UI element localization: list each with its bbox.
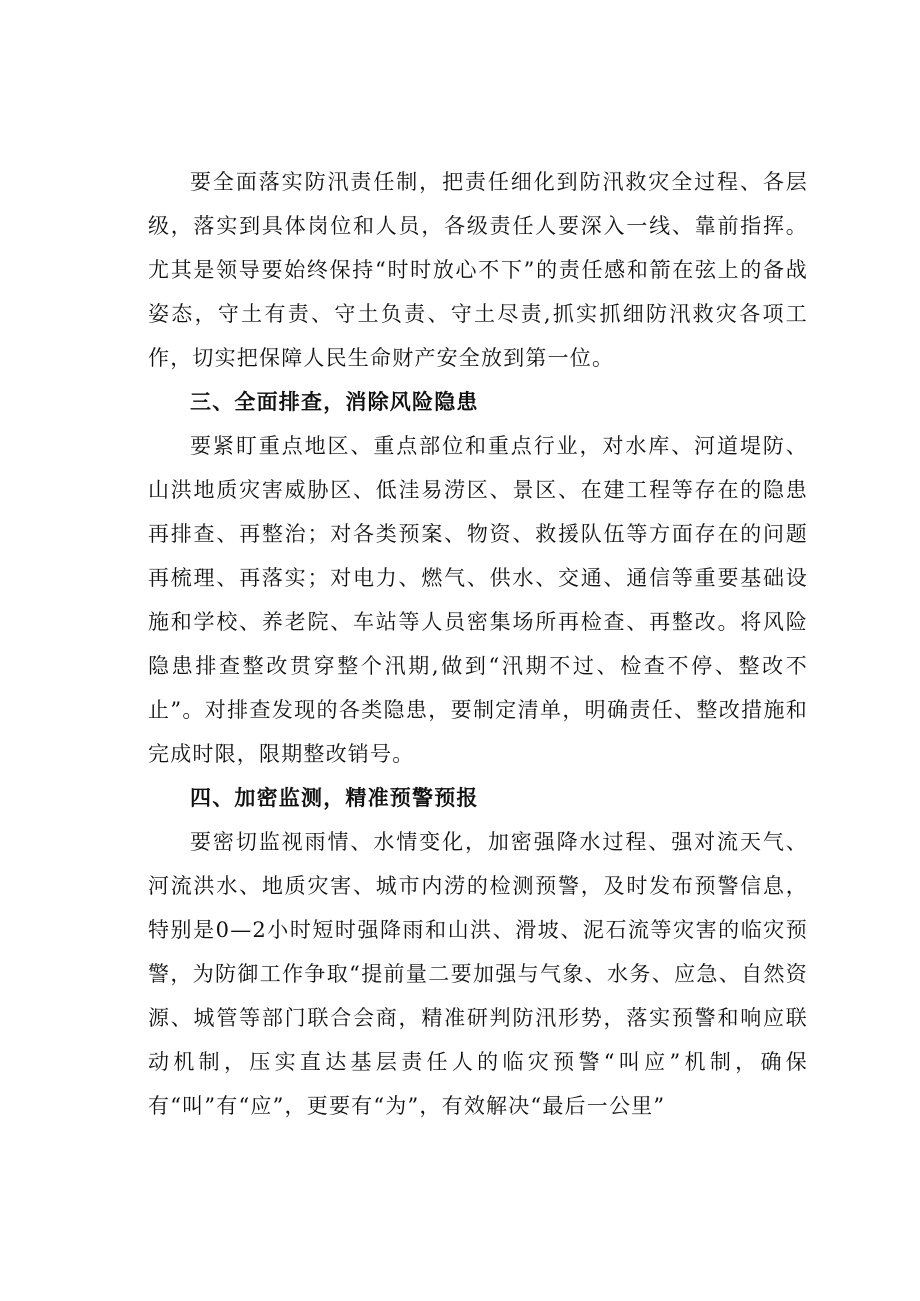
section-heading-4: 四、加密监测，精准预警预报 (190, 786, 479, 810)
paragraph-inspection: 要紧盯重点地区、重点部位和重点行业，对水库、河道堤防、山洪地质灾害威胁区、低洼易涝区、景区、在建工程等存在的隐患再排查、再整治；对各类预案、物资、救援队伍等方面存在的问题再梳理、再落实；对电力、燃气、供水、交通、通信等重要基础设施和学校、养老院、车站等人员密集场所再检查、再整改。将风险隐患排查整改贯穿整个汛期,做到“汛期不过、检查不停、整改不止”。对排查发现的各类隐患，要制定清单，明确责任、整改措施和完成时限，限期整改销号。 (148, 434, 808, 766)
section-heading-3: 三、全面排查，消除风险隐患 (190, 390, 479, 414)
document-body (148, 160, 808, 1128)
paragraph-monitoring: 要密切监视雨情、水情变化，加密强降水过程、强对流天气、河流洪水、地质灾害、城市内涝的检测预警，及时发布预警信息，特别是0—2小时短时强降雨和山洪、滑坡、泥石流等灾害的临灾预警，为防御工作争取“提前量二要加强与气象、水务、应急、自然资源、城管等部门联合会商，精准研判防汛形势，落实预警和响应联动机制，压实直达基层责任人的临灾预警“叫应”机制，确保有“叫”有“应”，更要有“为”，有效解决“最后一公里” (148, 830, 808, 1118)
paragraph-responsibility: 要全面落实防汛责任制，把责任细化到防汛救灾全过程、各层级，落实到具体岗位和人员，各级责任人要深入一线、靠前指挥。尤其是领导要始终保持“时时放心不下”的责任感和箭在弦上的备战姿态，守土有责、守土负责、守土尽责,抓实抓细防汛救灾各项工作，切实把保障人民生命财产安全放到第一位。 (148, 170, 808, 370)
